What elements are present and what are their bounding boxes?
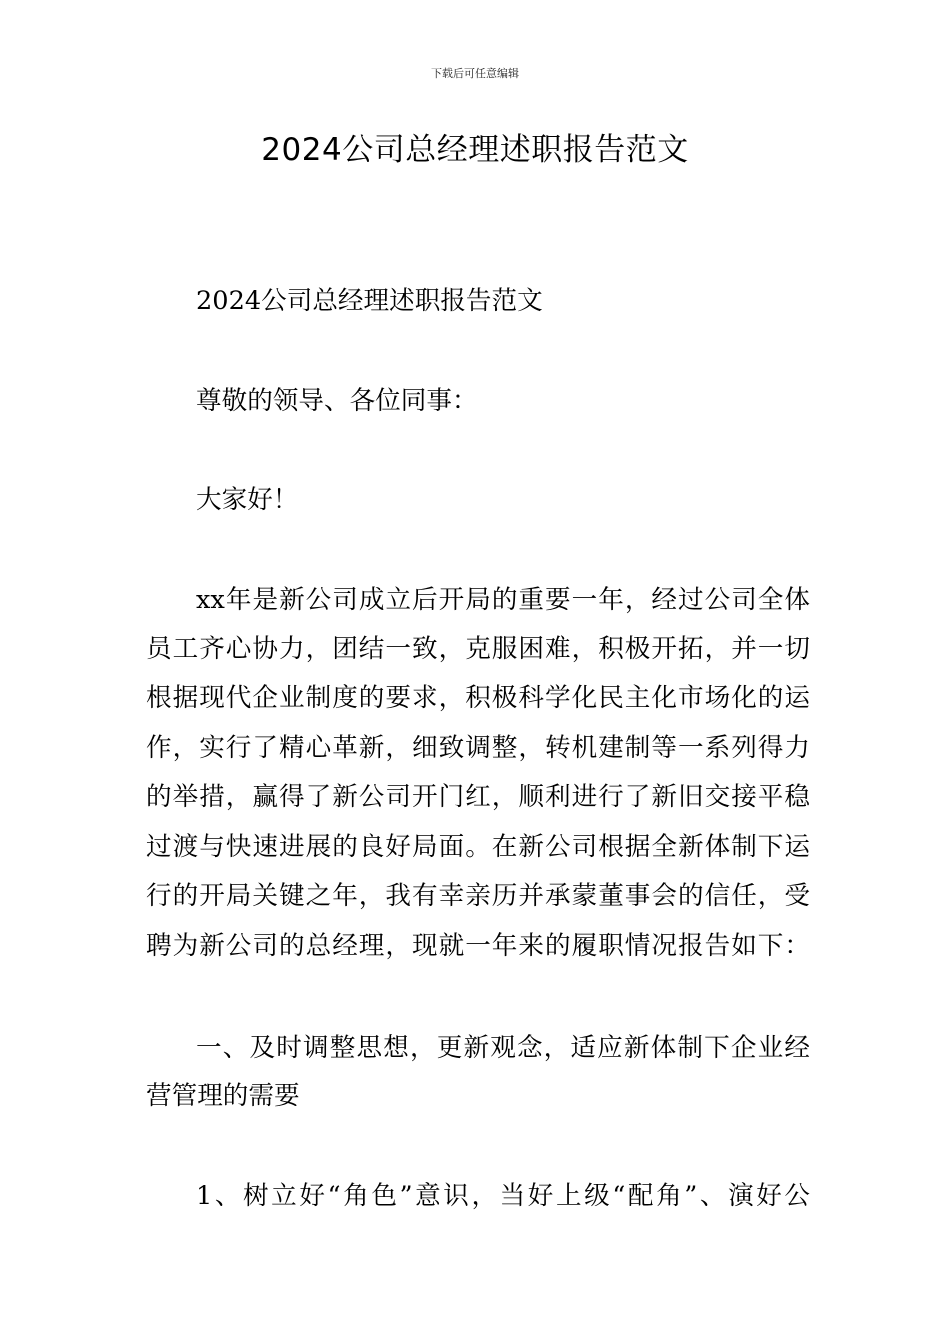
paragraph-line: xx年是新公司成立后开局的重要一年，经过公司全体 [196,585,810,615]
header-note: 下载后可任意编辑 [431,67,519,80]
salutation-line: 尊敬的领导、各位同事： [196,386,478,416]
paragraph-line: 的举措，赢得了新公司开门红，顺利进行了新旧交接平稳 [146,782,810,812]
paragraph-line: 聘为新公司的总经理，现就一年来的履职情况报告如下： [146,931,810,961]
subtitle-line: 2024公司总经理述职报告范文 [196,286,543,316]
list-item-line: 1、树立好“角色”意识，当好上级“配角”、演好公 [196,1181,810,1211]
paragraph-line: 行的开局关键之年，我有幸亲历并承蒙董事会的信任，受 [146,881,810,911]
section-heading-line: 一、及时调整思想，更新观念，适应新体制下企业经 [196,1033,810,1063]
document-title: 2024公司总经理述职报告范文 [261,132,689,168]
section-heading-line: 营管理的需要 [146,1081,300,1111]
paragraph-line: 作，实行了精心革新，细致调整，转机建制等一系列得力 [146,733,810,763]
greeting-line: 大家好！ [196,485,299,515]
paragraph-line: 过渡与快速进展的良好局面。在新公司根据全新体制下运 [146,832,810,862]
paragraph-line: 员工齐心协力，团结一致，克服困难，积极开拓，并一切 [146,634,810,664]
paragraph-line: 根据现代企业制度的要求，积极科学化民主化市场化的运 [146,683,810,713]
